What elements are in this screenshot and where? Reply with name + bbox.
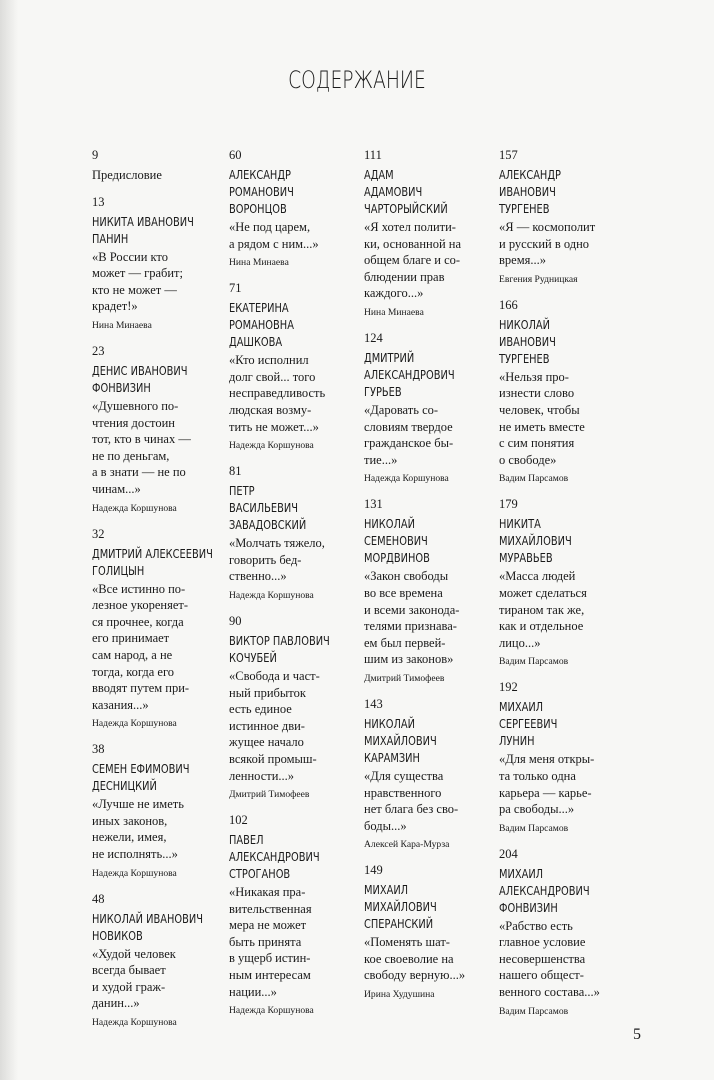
name-line: НИКИТА	[499, 517, 541, 532]
name-line: ЧАРТОРЫЙСКИЙ	[364, 202, 448, 216]
name-line: НИКОЛАЙ	[364, 716, 415, 731]
page-number: 5	[633, 1026, 641, 1043]
quote-line: ный прибыток	[229, 685, 306, 700]
toc-entry	[229, 813, 359, 1018]
quote-line: общем благе и со-	[364, 253, 461, 268]
name-line: МИХАЙЛОВИЧ	[364, 733, 437, 748]
quote-line: быть принята	[229, 934, 302, 949]
quote-line: тить не может...»	[229, 419, 319, 434]
toc-entry	[499, 847, 629, 1019]
entry-page-number: 204	[499, 846, 518, 861]
name-line: РОМАНОВИЧ	[229, 185, 294, 199]
entry-author: Надежда Коршунова	[92, 867, 177, 879]
entry-author: Нина Минаева	[364, 306, 424, 318]
quote-line: во все времена	[364, 585, 443, 600]
quote-line: жущее начало	[229, 735, 304, 750]
entry-person-name	[364, 350, 471, 401]
name-line: ВИКТОР ПАВЛОВИЧ	[229, 633, 330, 648]
name-line: МОРДВИНОВ	[364, 551, 430, 566]
quote-line: казания...»	[92, 697, 149, 712]
entry-page-number: 111	[364, 148, 382, 162]
entry-quote	[364, 568, 494, 668]
quote-line: «В России кто	[92, 249, 168, 264]
entry-page-number: 38	[92, 742, 105, 757]
entry-person-name	[499, 699, 606, 750]
name-line: ДАШКОВА	[229, 335, 283, 350]
entry-author: Дмитрий Тимофеев	[229, 789, 310, 801]
toc-entry	[364, 497, 494, 686]
toc-entry	[229, 614, 359, 802]
entry-page-number: 131	[364, 497, 383, 512]
entry-author: Вадим Парсамов	[499, 822, 569, 834]
name-line: МИХАИЛ	[364, 883, 409, 898]
entry-quote	[364, 934, 494, 984]
entry-quote	[499, 918, 629, 1001]
name-line: ТУРГЕНЕВ	[499, 202, 550, 216]
name-line: НОВИКОВ	[92, 928, 143, 943]
name-line: АЛЕКСАНДРОВИЧ	[499, 883, 590, 898]
entry-person-name	[364, 882, 471, 933]
entry-person-name	[92, 363, 199, 397]
quote-line: «Свобода и част-	[229, 668, 320, 683]
entry-person-name	[92, 911, 203, 945]
entry-author: Вадим Парсамов	[499, 473, 569, 485]
toc-entry	[92, 148, 222, 184]
entry-person-name	[229, 300, 336, 351]
toc-column-4	[499, 148, 629, 1030]
quote-line: «Для существа	[364, 768, 444, 783]
name-line: СЕМЕНОВИЧ	[364, 534, 428, 549]
quote-line: всякой промыш-	[229, 751, 317, 766]
name-line: ДЕНИС ИВАНОВИЧ	[92, 363, 188, 378]
name-line: ГУРЬЕВ	[364, 384, 402, 399]
toc-entry	[499, 497, 629, 669]
quote-line: шим из законов»	[364, 652, 454, 667]
entry-page-number: 23	[92, 343, 105, 358]
entry-author: Евгения Рудницкая	[499, 273, 578, 285]
quote-line: ем был первей-	[364, 635, 446, 650]
quote-line: есть единое	[229, 702, 292, 717]
quote-line: нет блага без сво-	[364, 802, 459, 817]
name-line: АДАМ	[364, 168, 394, 182]
entry-author: Нина Минаева	[229, 257, 289, 269]
page-title: СОДЕРЖАНИЕ	[288, 66, 426, 94]
entry-page-number: 143	[364, 696, 383, 711]
quote-line: тот, кто в чинах —	[92, 432, 191, 447]
entry-title: Предисловие	[92, 168, 162, 182]
entry-page-number: 157	[499, 148, 518, 162]
quote-line: ным интересам	[229, 968, 311, 983]
quote-line: «Никакая пра-	[229, 885, 306, 900]
name-line: ТУРГЕНЕВ	[499, 351, 550, 366]
entry-author: Дмитрий Тимофеев	[364, 672, 445, 684]
name-line: ЕКАТЕРИНА	[229, 301, 289, 316]
name-line: АЛЕКСАНДР	[229, 168, 291, 182]
quote-line: сам народ, а не	[92, 647, 173, 662]
entry-person-name	[229, 483, 336, 534]
quote-line: а в знати — не по	[92, 465, 186, 480]
quote-line: иных законов,	[92, 813, 168, 828]
name-line: ИВАНОВИЧ	[499, 334, 556, 349]
quote-line: тие...»	[364, 452, 398, 467]
name-line: АЛЕКСАНДР	[499, 168, 561, 182]
name-line: НИКОЛАЙ	[364, 517, 415, 532]
name-line: РОМАНОВНА	[229, 318, 294, 333]
entry-page-number: 166	[499, 297, 518, 312]
entry-page-number: 179	[499, 497, 518, 512]
entry-quote	[499, 219, 629, 269]
entry-person-name	[229, 832, 336, 883]
quote-line: людская возму-	[229, 402, 312, 417]
quote-line: может сделаться	[499, 585, 587, 600]
quote-line: телями признава-	[364, 619, 457, 634]
toc-entry	[364, 863, 494, 1002]
quote-line: «Не под царем,	[229, 220, 311, 234]
quote-line: данин...»	[92, 996, 140, 1011]
quote-line: несправедливость	[229, 386, 326, 401]
quote-line: «Для меня откры-	[499, 752, 595, 767]
entry-person-name	[499, 866, 606, 917]
entry-quote	[229, 219, 359, 252]
entry-page-number: 124	[364, 330, 383, 345]
name-line: ФОНВИЗИН	[92, 380, 151, 395]
quote-line: словиям твердое	[364, 419, 453, 434]
quote-line: не иметь вместе	[499, 419, 585, 434]
quote-line: и всеми законода-	[364, 602, 460, 617]
quote-line: нравственного	[364, 785, 442, 800]
name-line: ЛУНИН	[499, 734, 535, 749]
quote-line: блюдении прав	[364, 269, 445, 284]
toc-entry	[499, 680, 629, 835]
name-line: ПЕТР	[229, 484, 255, 499]
entry-page-number: 48	[92, 891, 105, 906]
name-line: НИКОЛАЙ	[499, 317, 550, 332]
entry-page-number: 32	[92, 526, 105, 541]
toc-entry	[92, 892, 222, 1030]
entry-author: Надежда Коршунова	[92, 502, 177, 514]
toc-entry	[92, 527, 222, 732]
quote-line: «Рабство есть	[499, 918, 573, 933]
entry-quote	[92, 249, 222, 315]
quote-line: свободу верную...»	[364, 968, 466, 983]
toc-entry	[499, 148, 629, 287]
entry-person-name	[499, 167, 606, 218]
quote-line: боды...»	[364, 818, 407, 833]
quote-line: и худой граж-	[92, 979, 166, 994]
entry-quote	[92, 796, 222, 862]
name-line: СТРОГАНОВ	[229, 867, 291, 882]
name-line: МИХАИЛ	[499, 700, 544, 715]
entry-quote	[229, 668, 359, 784]
name-line: КАРАМЗИН	[364, 750, 420, 765]
entry-quote	[364, 402, 494, 468]
name-line: ПАНИН	[92, 231, 129, 246]
entry-author: Надежда Коршунова	[364, 473, 449, 485]
entry-person-name	[499, 317, 606, 368]
quote-line: в ущерб истин-	[229, 951, 311, 966]
toc-entry	[364, 148, 494, 320]
entry-page-number: 13	[92, 194, 105, 209]
entry-person-name	[364, 716, 471, 767]
entry-quote	[364, 768, 494, 834]
name-line: НИКИТА ИВАНОВИЧ	[92, 214, 194, 229]
entry-author: Надежда Коршунова	[229, 589, 314, 601]
entry-quote	[92, 946, 222, 1012]
quote-line: «Закон свободы	[364, 569, 449, 584]
toc-column-2	[229, 148, 359, 1029]
entry-author: Вадим Парсамов	[499, 656, 569, 668]
quote-line: тогда, когда его	[92, 664, 175, 679]
quote-line: нежели, имея,	[92, 830, 167, 845]
entry-author: Ирина Худушина	[364, 989, 435, 1001]
quote-line: вительственная	[229, 901, 312, 916]
name-line: ДМИТРИЙ	[364, 350, 415, 365]
entry-quote	[229, 352, 359, 435]
name-line: СЕРГЕЕВИЧ	[499, 717, 558, 732]
quote-line: мера не может	[229, 918, 307, 933]
quote-line: «Все истинно по-	[92, 581, 186, 596]
name-line: ДЕСНИЦКИЙ	[92, 779, 157, 794]
quote-line: как и отдельное	[499, 619, 584, 634]
entry-page-number: 90	[229, 613, 242, 628]
quote-line: тираном так же,	[499, 602, 585, 617]
quote-line: «Кто исполнил	[229, 353, 309, 368]
quote-line: истинное дви-	[229, 718, 305, 733]
name-line: ВОРОНЦОВ	[229, 202, 287, 216]
quote-line: «Душевного по-	[92, 398, 179, 413]
toc-column-3	[364, 148, 494, 1013]
toc-entry	[229, 281, 359, 453]
quote-line: «Даровать со-	[364, 402, 439, 417]
quote-line: а рядом с ним...»	[229, 236, 319, 251]
entry-person-name	[92, 761, 199, 795]
entry-quote	[92, 581, 222, 714]
entry-author: Нина Минаева	[92, 319, 152, 331]
name-line: СЕМЕН ЕФИМОВИЧ	[92, 762, 190, 777]
quote-line: может — грабит;	[92, 266, 183, 281]
entry-person-name	[229, 167, 336, 218]
toc-entry	[364, 697, 494, 852]
quote-line: лицо...»	[499, 635, 541, 650]
quote-line: «Я хотел полити-	[364, 220, 456, 234]
entry-quote	[499, 751, 629, 817]
quote-line: чтения достоин	[92, 415, 175, 430]
toc-entry	[229, 148, 359, 270]
quote-line: говорить бед-	[229, 552, 302, 567]
quote-line: крадет!»	[92, 299, 138, 314]
name-line: ФОНВИЗИН	[499, 900, 558, 915]
quote-line: с сим понятия	[499, 436, 575, 451]
entry-quote	[229, 535, 359, 585]
toc-entry	[499, 298, 629, 487]
quote-line: кое своеволие на	[364, 951, 454, 966]
name-line: МУРАВЬЕВ	[499, 551, 553, 566]
entry-page-number: 102	[229, 813, 248, 828]
quote-line: венного состава...»	[499, 985, 600, 1000]
entry-author: Надежда Коршунова	[92, 1017, 177, 1029]
quote-line: о свободе»	[499, 452, 557, 467]
entry-author: Вадим Парсамов	[499, 1005, 569, 1017]
quote-line: «Лучше не иметь	[92, 797, 184, 812]
entry-page-number: 192	[499, 680, 518, 695]
entry-quote	[499, 369, 629, 469]
quote-line: та только одна	[499, 768, 576, 783]
entry-page-number: 71	[229, 281, 242, 296]
entry-quote	[499, 568, 629, 651]
page-edge-shadow	[0, 0, 18, 1080]
name-line: ДМИТРИЙ АЛЕКСЕЕВИЧ	[92, 546, 213, 561]
toc-entry	[364, 331, 494, 486]
entry-person-name	[364, 167, 471, 218]
entry-person-name	[92, 546, 213, 580]
toc-entry	[92, 195, 222, 333]
quote-line: вводят путем при-	[92, 681, 190, 696]
quote-line: его принимает	[92, 631, 170, 646]
quote-line: ся прочнее, когда	[92, 614, 184, 629]
entry-quote	[364, 219, 494, 302]
entry-person-name	[92, 214, 199, 248]
name-line: ИВАНОВИЧ	[499, 185, 556, 199]
entry-page-number: 9	[92, 148, 99, 162]
entry-person-name	[364, 516, 471, 567]
quote-line: не исполнять...»	[92, 847, 178, 862]
quote-line: всегда бывает	[92, 963, 166, 978]
name-line: ЗАВАДОВСКИЙ	[229, 518, 307, 533]
quote-line: и русский в одно	[499, 236, 590, 251]
toc-entry	[92, 742, 222, 880]
entry-author: Надежда Коршунова	[92, 718, 177, 730]
quote-line: нашего общест-	[499, 968, 584, 983]
toc-entry	[92, 344, 222, 516]
name-line: ПАВЕЛ	[229, 833, 264, 848]
toc-entry	[229, 464, 359, 603]
quote-line: чинам...»	[92, 481, 141, 496]
entry-person-name	[229, 633, 336, 667]
name-line: НИКОЛАЙ ИВАНОВИЧ	[92, 911, 203, 926]
quote-line: лезное укореняет-	[92, 598, 188, 613]
name-line: МИХАИЛ	[499, 866, 544, 881]
quote-line: долг свой... того	[229, 369, 316, 384]
quote-line: кто не может —	[92, 282, 177, 297]
name-line: КОЧУБЕЙ	[229, 650, 277, 665]
name-line: АЛЕКСАНДРОВИЧ	[229, 850, 320, 865]
entry-person-name	[499, 516, 606, 567]
quote-line: ственно...»	[229, 569, 287, 584]
quote-line: изнести слово	[499, 386, 575, 401]
quote-line: «Нельзя про-	[499, 369, 569, 384]
quote-line: «Худой человек	[92, 946, 176, 961]
quote-line: время...»	[499, 253, 546, 268]
quote-line: «Я — космополит	[499, 220, 596, 234]
name-line: АДАМОВИЧ	[364, 185, 423, 199]
entry-author: Надежда Коршунова	[229, 1005, 314, 1017]
entry-author: Надежда Коршунова	[229, 440, 314, 452]
name-line: МИХАЙЛОВИЧ	[364, 900, 437, 915]
name-line: ВАСИЛЬЕВИЧ	[229, 501, 298, 516]
quote-line: главное условие	[499, 935, 586, 950]
name-line: АЛЕКСАНДРОВИЧ	[364, 367, 455, 382]
quote-line: нации...»	[229, 984, 277, 999]
quote-line: не по деньгам,	[92, 448, 170, 463]
name-line: ГОЛИЦЫН	[92, 563, 145, 578]
entry-quote	[92, 398, 222, 498]
quote-line: «Молчать тяжело,	[229, 536, 325, 551]
quote-line: «Масса людей	[499, 569, 576, 584]
quote-line: каждого...»	[364, 286, 424, 301]
name-line: МИХАЙЛОВИЧ	[499, 534, 572, 549]
name-line: СПЕРАНСКИЙ	[364, 917, 434, 932]
quote-line: гражданское бы-	[364, 436, 454, 451]
entry-page-number: 60	[229, 148, 242, 162]
quote-line: карьера — карье-	[499, 785, 592, 800]
quote-line: «Поменять шат-	[364, 935, 450, 950]
quote-line: несовершенства	[499, 951, 586, 966]
entry-quote	[229, 884, 359, 1000]
entry-author: Алексей Кара-Мурза	[364, 839, 450, 851]
quote-line: ра свободы...»	[499, 802, 575, 817]
entry-page-number: 81	[229, 464, 242, 479]
entry-page-number: 149	[364, 863, 383, 878]
quote-line: ленности...»	[229, 768, 295, 783]
quote-line: человек, чтобы	[499, 402, 580, 417]
quote-line: ки, основанной на	[364, 236, 462, 251]
toc-column-1	[92, 148, 222, 1041]
